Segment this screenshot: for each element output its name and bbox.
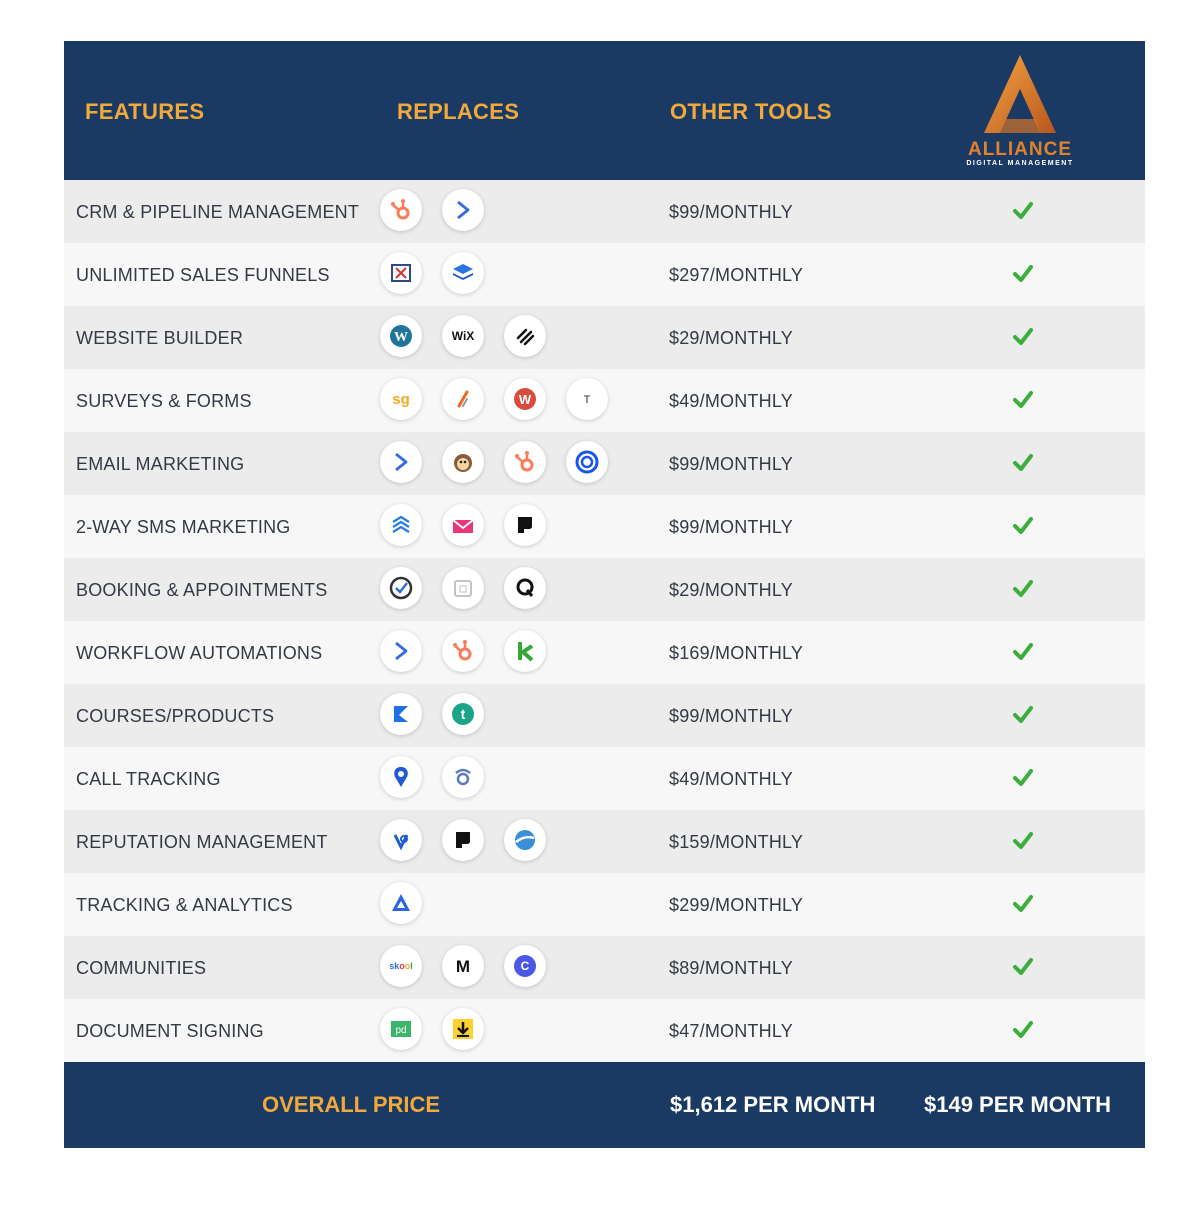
birdeye-icon	[380, 819, 422, 861]
other-tools-price: $99/MONTHLY	[669, 202, 793, 222]
svg-text:sg: sg	[392, 391, 410, 408]
check-icon	[1012, 514, 1034, 541]
table-row	[64, 936, 1145, 999]
check-icon	[1012, 451, 1034, 478]
jotform-icon	[442, 378, 484, 420]
mighty-networks-icon	[442, 945, 484, 987]
scheduling-icon	[504, 567, 546, 609]
svg-text:T: T	[583, 394, 591, 406]
svg-text:t: t	[460, 706, 466, 722]
check-icon	[1012, 388, 1034, 415]
replaces-heading: REPLACES	[397, 99, 520, 124]
sms-waves-icon	[380, 504, 422, 546]
alliance-logo	[960, 53, 1080, 173]
features-heading: FEATURES	[85, 99, 205, 124]
table-row	[64, 432, 1145, 495]
other-tools-price: $29/MONTHLY	[669, 580, 793, 600]
feature-name: TRACKING & ANALYTICS	[76, 895, 293, 915]
svg-text:WiX: WiX	[451, 329, 475, 343]
check-icon	[1012, 325, 1034, 352]
feature-name: 2-WAY SMS MARKETING	[76, 517, 291, 537]
wufoo-icon	[504, 378, 546, 420]
clickfunnels-icon	[380, 252, 422, 294]
logo-subtitle: DIGITAL MANAGEMENT	[966, 160, 1074, 167]
svg-text:skool: skool	[389, 961, 413, 971]
keap-icon	[504, 630, 546, 672]
check-icon	[1012, 892, 1034, 919]
svg-text:M: M	[455, 957, 471, 976]
other-tools-price: $159/MONTHLY	[669, 832, 804, 852]
feature-name: REPUTATION MANAGEMENT	[76, 832, 328, 852]
hubspot-icon	[442, 630, 484, 672]
feature-name: COMMUNITIES	[76, 958, 207, 978]
table-row	[64, 810, 1145, 873]
table-row	[64, 495, 1145, 558]
typeform-icon	[566, 378, 608, 420]
other-tools-price: $29/MONTHLY	[669, 328, 793, 348]
check-icon	[1012, 829, 1034, 856]
check-icon	[1012, 640, 1034, 667]
check-icon	[1012, 1018, 1034, 1045]
surveygizmo-icon	[380, 378, 422, 420]
other-tools-price: $299/MONTHLY	[669, 895, 804, 915]
other-tools-total: $1,612 PER MONTH	[670, 1092, 876, 1117]
hubspot-icon	[504, 441, 546, 483]
check-icon	[1012, 577, 1034, 604]
activecampaign-icon	[380, 441, 422, 483]
other-tools-price: $99/MONTHLY	[669, 517, 793, 537]
table-row	[64, 747, 1145, 810]
other-tools-price: $297/MONTHLY	[669, 265, 804, 285]
wix-icon	[442, 315, 484, 357]
other-tools-price: $89/MONTHLY	[669, 958, 793, 978]
other-tools-price: $47/MONTHLY	[669, 1021, 793, 1041]
podium-icon	[504, 504, 546, 546]
feature-name: UNLIMITED SALES FUNNELS	[76, 265, 330, 285]
svg-text:W: W	[394, 330, 408, 345]
podium-icon	[442, 819, 484, 861]
mailchimp-icon	[442, 441, 484, 483]
table-row	[64, 306, 1145, 369]
other-tools-heading: OTHER TOOLS	[670, 99, 832, 124]
squarespace-icon	[504, 315, 546, 357]
hubspot-icon	[380, 189, 422, 231]
calltracking-icon	[442, 756, 484, 798]
check-icon	[1012, 262, 1034, 289]
check-icon	[1012, 766, 1034, 793]
svg-text:pd: pd	[395, 1025, 407, 1036]
overall-price-label: OVERALL PRICE	[262, 1092, 441, 1117]
table-row	[64, 621, 1145, 684]
table-footer	[64, 1062, 1145, 1148]
alliance-a-mark-icon	[960, 53, 1080, 143]
activecampaign-icon	[442, 189, 484, 231]
feature-name: SURVEYS & FORMS	[76, 391, 252, 411]
other-tools-price: $99/MONTHLY	[669, 706, 793, 726]
circle-icon	[504, 945, 546, 987]
feature-name: COURSES/PRODUCTS	[76, 706, 275, 726]
alliance-total: $149 PER MONTH	[924, 1092, 1112, 1117]
other-tools-price: $49/MONTHLY	[669, 769, 793, 789]
calendly-icon	[442, 567, 484, 609]
svg-text:W: W	[518, 392, 532, 407]
other-tools-price: $169/MONTHLY	[669, 643, 804, 663]
feature-name: CRM & PIPELINE MANAGEMENT	[76, 202, 360, 222]
feature-name: DOCUMENT SIGNING	[76, 1021, 264, 1041]
leadpages-icon	[442, 252, 484, 294]
teachable-icon	[442, 693, 484, 735]
textmagic-icon	[442, 504, 484, 546]
logo-name: ALLIANCE	[967, 139, 1073, 160]
feature-name: WORKFLOW AUTOMATIONS	[76, 643, 323, 663]
wordpress-icon	[380, 315, 422, 357]
callrail-icon	[380, 756, 422, 798]
svg-text:C: C	[520, 959, 530, 973]
feature-name: BOOKING & APPOINTMENTS	[76, 580, 328, 600]
table-row	[64, 684, 1145, 747]
check-icon	[1012, 703, 1034, 730]
check-icon	[1012, 199, 1034, 226]
table-row	[64, 243, 1145, 306]
analytics-icon	[380, 882, 422, 924]
acuity-icon	[380, 567, 422, 609]
table-row	[64, 558, 1145, 621]
feature-name: CALL TRACKING	[76, 769, 221, 789]
kajabi-icon	[380, 693, 422, 735]
docusign-icon	[442, 1008, 484, 1050]
reputation-icon	[504, 819, 546, 861]
table-row	[64, 180, 1145, 243]
table-row	[64, 369, 1145, 432]
pandadoc-icon	[380, 1008, 422, 1050]
check-icon	[1012, 955, 1034, 982]
other-tools-price: $49/MONTHLY	[669, 391, 793, 411]
table-header	[64, 41, 1145, 180]
pricing-comparison-table	[64, 41, 1145, 1148]
other-tools-price: $99/MONTHLY	[669, 454, 793, 474]
table-row	[64, 873, 1145, 936]
skool-icon	[380, 945, 422, 987]
feature-name: EMAIL MARKETING	[76, 454, 245, 474]
feature-name: WEBSITE BUILDER	[76, 328, 244, 348]
activecampaign-icon	[380, 630, 422, 672]
constantcontact-icon	[566, 441, 608, 483]
table-row	[64, 999, 1145, 1062]
